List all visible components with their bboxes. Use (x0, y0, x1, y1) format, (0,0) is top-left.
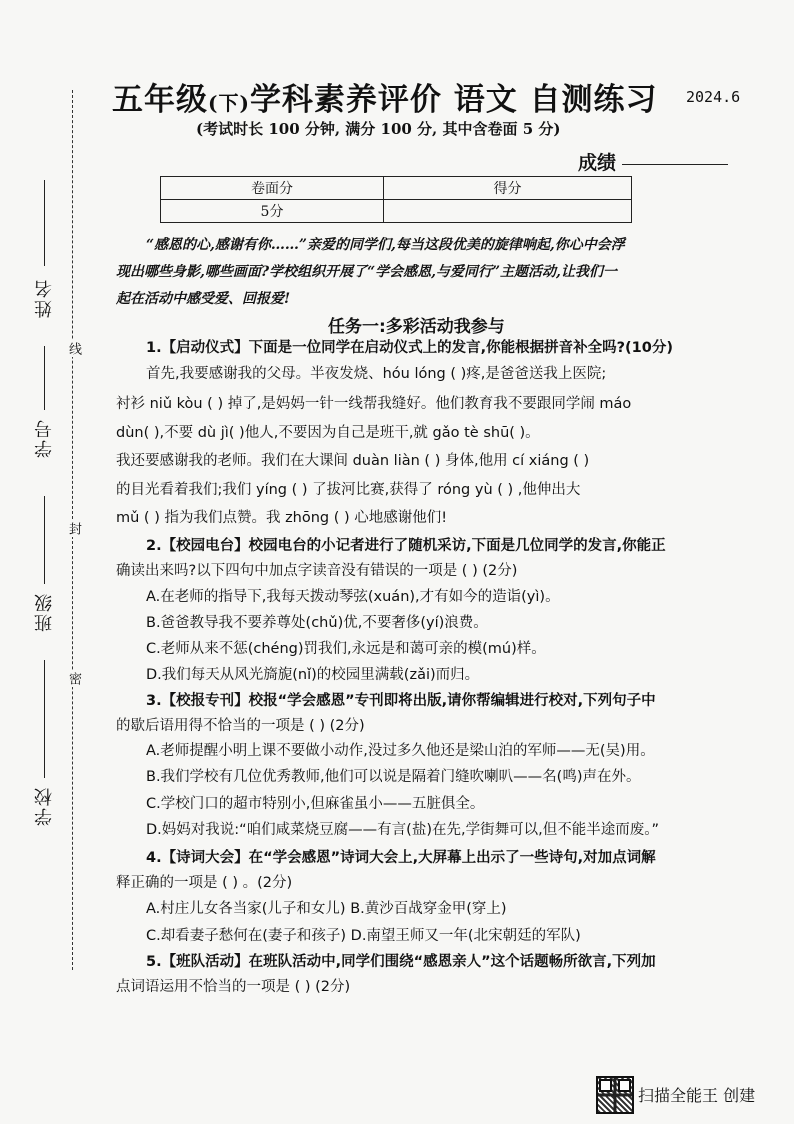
exam-instructions: (考试时长 100 分钟, 满分 100 分, 其中含卷面 5 分) (196, 120, 561, 138)
class-write-line (44, 496, 45, 584)
task-one-title: 任务一:多彩活动我参与 (328, 317, 505, 337)
title-grade: 五年级 (112, 82, 208, 118)
school-write-line (44, 660, 45, 778)
exam-date: 2024.6 (686, 88, 741, 106)
score-table (160, 176, 632, 223)
q1-line-1: 首先,我要感谢我的父母。半夜发烧、hóu lóng ( )疼,是爸爸送我上医院; (146, 366, 607, 382)
q4-stem-2: 释正确的一项是 ( ) 。(2分) (116, 875, 293, 891)
q2-stem-2: 确读出来吗?以下四句中加点字读音没有错误的一项是 ( ) (2分) (116, 563, 518, 579)
seal-char-line: 线 (66, 342, 81, 355)
table-header-neatness: 卷面分 (161, 177, 384, 200)
qr-code-icon (596, 1076, 634, 1114)
q2-option-b: B.爸爸教导我不要养尊处(chǔ)优,不要奢侈(yí)浪费。 (146, 615, 488, 631)
field-label-class: 班级 (34, 592, 55, 632)
seal-char-seal: 封 (66, 522, 81, 535)
q2-stem-1: 2.【校园电台】校园电台的小记者进行了随机采访,下面是几位同学的发言,你能正 (146, 538, 666, 554)
q1-line-6: mǔ ( ) 指为我们点赞。我 zhōng ( ) 心地感谢他们! (116, 510, 448, 526)
title-term: (下) (208, 91, 250, 115)
scanner-watermark: 扫描全能王 创建 (638, 1086, 756, 1105)
field-label-school: 学校 (34, 786, 55, 826)
q4-options-cd: C.却看妻子愁何在(妻子和孩子) D.南望王师又一年(北宋朝廷的军队) (146, 928, 581, 944)
q4-stem-1: 4.【诗词大会】在“学会感恩”诗词大会上,大屏幕上出示了一些诗句,对加点词解 (146, 850, 656, 866)
intro-line-2: 现出哪些身影,哪些画面?学校组织开展了“学会感恩,与爱同行”主题活动,让我们一 (116, 264, 617, 280)
intro-line-1: “感恩的心,感谢有你……”亲爱的同学们,每当这段优美的旋律响起,你心中会浮 (146, 237, 625, 253)
name-write-line (44, 180, 45, 266)
table-row (161, 200, 632, 223)
q5-stem-2: 点词语运用不恰当的一项是 ( ) (2分) (116, 979, 351, 995)
field-label-name: 姓名 (34, 278, 55, 318)
q4-options-ab: A.村庄儿女各当家(儿子和女儿) B.黄沙百战穿金甲(穿上) (146, 901, 507, 917)
q3-option-d: D.妈妈对我说:“咱们咸菜烧豆腐——有言(盐)在先,学街舞可以,但不能半途而废。” (146, 822, 659, 838)
page-title (112, 74, 658, 119)
q3-stem-1: 3.【校报专刊】校报“学会感恩”专刊即将出版,请你帮编辑进行校对,下列句子中 (146, 693, 656, 709)
q1-line-3: dùn( ),不要 dù jì( )他人,不要因为自己是班干,就 gǎo tè shū( )。 (116, 425, 540, 441)
table-header-score: 得分 (384, 177, 632, 200)
field-label-student-id: 学号 (34, 418, 55, 458)
q5-stem-1: 5.【班队活动】在班队活动中,同学们围绕“感恩亲人”这个话题畅所欲言,下列加 (146, 954, 656, 970)
q1-line-5: 的目光看着我们;我们 yíng ( ) 了拔河比赛,获得了 róng yù ( ) ,他伸出大 (116, 482, 581, 498)
q1-line-2: 衬衫 niǔ kòu ( ) 掉了,是妈妈一针一线帮我缝好。他们教育我不要跟同学闹 máo (116, 396, 632, 412)
q2-option-d: D.我们每天从风光旖旎(nǐ)的校园里满载(zǎi)而归。 (146, 667, 480, 683)
student-id-write-line (44, 346, 45, 410)
q1-line-4: 我还要感谢我的老师。我们在大课间 duàn liàn ( ) 身体,他用 cí xiáng ( ) (116, 453, 590, 469)
table-cell-neatness-value: 5分 (161, 200, 384, 223)
score-label: 成绩 (578, 152, 617, 174)
score-write-line[interactable] (622, 164, 728, 165)
q3-option-b: B.我们学校有几位优秀教师,他们可以说是隔着门缝吹喇叭——名(鸣)声在外。 (146, 769, 641, 785)
q1-stem: 1.【启动仪式】下面是一位同学在启动仪式上的发言,你能根据拼音补全吗?(10分) (146, 340, 673, 356)
table-row (161, 177, 632, 200)
seal-char-secret: 密 (66, 672, 81, 685)
q3-option-a: A.老师提醒小明上课不要做小动作,没过多久他还是梁山泊的军师——无(吴)用。 (146, 743, 655, 759)
table-cell-score-value[interactable] (384, 200, 632, 223)
q3-option-c: C.学校门口的超市特别小,但麻雀虽小——五脏俱全。 (146, 796, 485, 812)
q2-option-a: A.在老师的指导下,我每天拨动琴弦(xuán),才有如今的造诣(yì)。 (146, 589, 560, 605)
intro-line-3: 起在活动中感受爱、回报爱! (116, 291, 291, 307)
q3-stem-2: 的歇后语用得不恰当的一项是 ( ) (2分) (116, 718, 365, 734)
q2-option-c: C.老师从来不惩(chéng)罚我们,永远是和蔼可亲的模(mú)样。 (146, 641, 546, 657)
title-subject: 学科素养评价 语文 自测练习 (249, 82, 658, 118)
